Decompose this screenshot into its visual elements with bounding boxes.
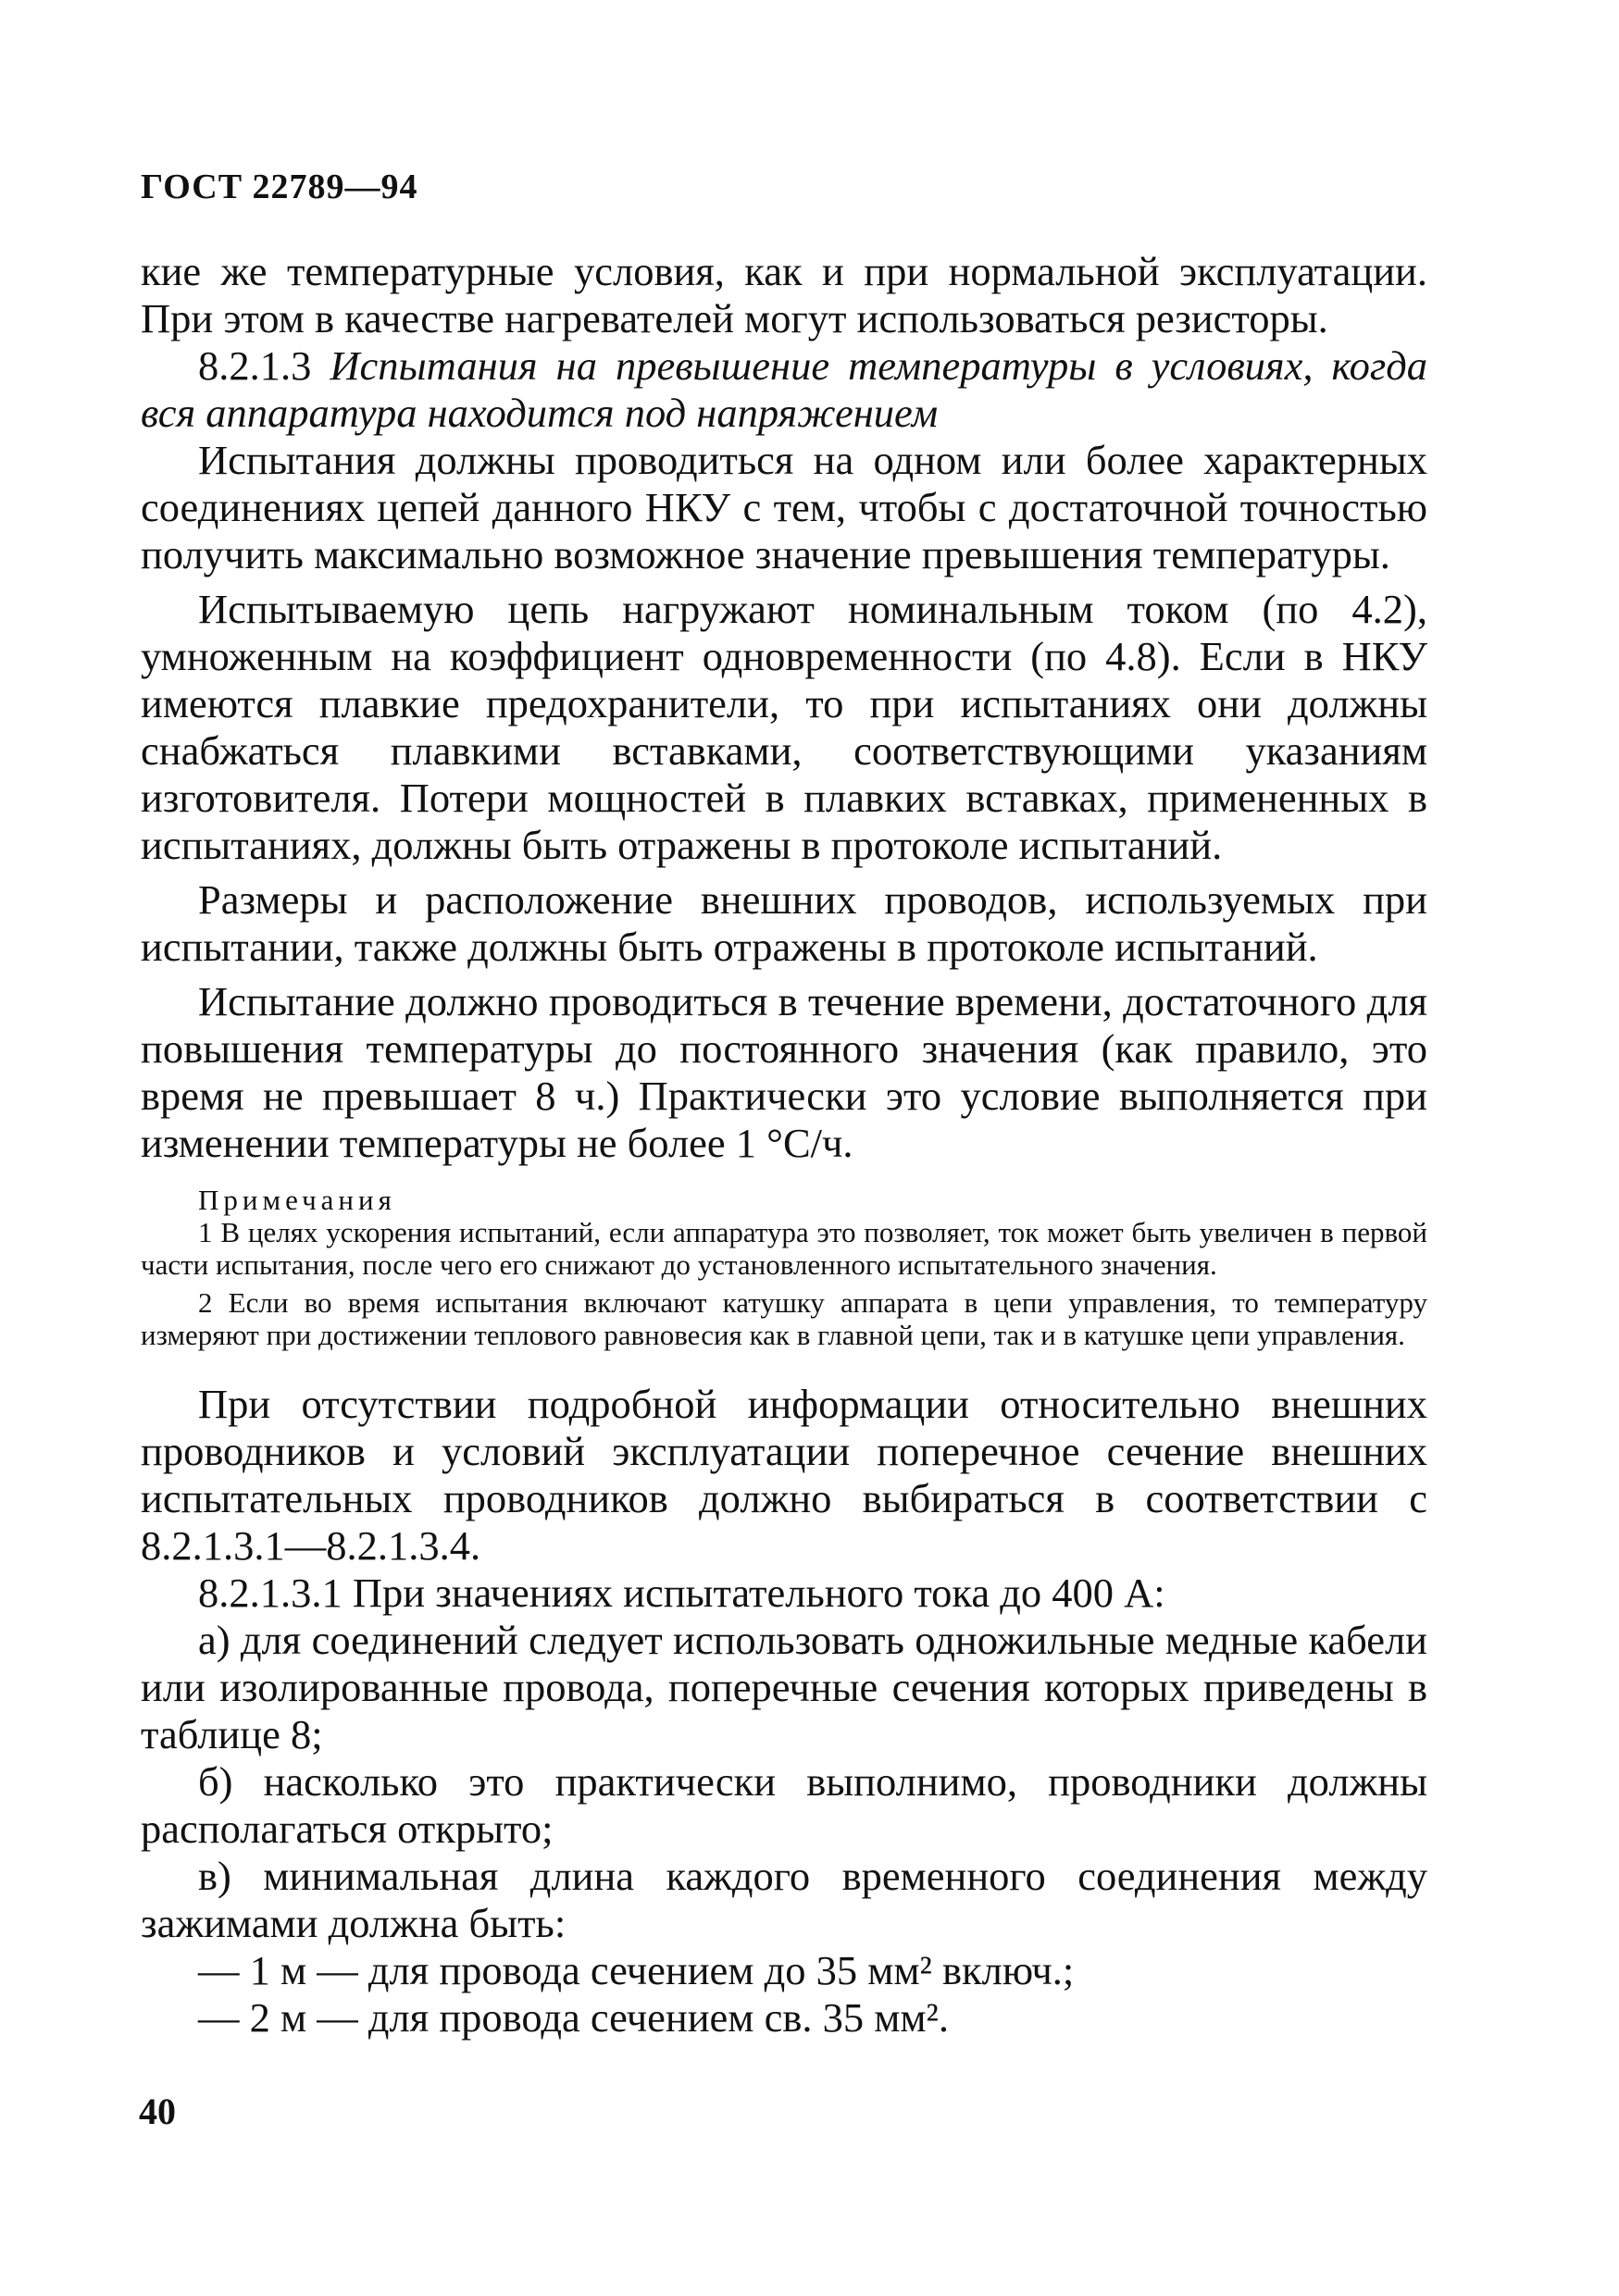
list-item-a: а) для соединений следует использовать одножильные медные кабели или изолированные провода, поперечные сечения которых приведены в таблице 8; [141, 1617, 1427, 1757]
note-item-1: 1 В целях ускорения испытаний, если аппаратура это позволяет, ток может быть увеличен в первой части испытания, после чего его снижают до установленного испытательного значения. [141, 1216, 1427, 1281]
document-body [141, 248, 1427, 2042]
notes-block [141, 1184, 1427, 1351]
note-item-2: 2 Если во время испытания включают катушку аппарата в цепи управления, то температуру измеряют при достижении теплового равновесия как в главной цепи, так и в катушке цепи управления. [141, 1286, 1427, 1351]
dash-item-1: — 1 м — для провода сечением до 35 мм² включ.; [198, 1947, 1075, 1993]
page-number: 40 [139, 2091, 176, 2132]
clause-number: 8.2.1.3 [198, 342, 312, 389]
paragraph-test-joints: Испытания должны проводиться на одном или более характерных соединениях цепей данного НКУ с тем, чтобы с достаточной точностью получить максимально возможное значение превышения температуры. [141, 437, 1427, 577]
clause-8-2-1-3-heading [141, 342, 1427, 437]
paragraph-cross-section: При отсутствии подробной информации относительно внешних проводников и условий эксплуатации поперечное сечение внешних испытательных проводников должно выбираться в соответствии с 8.2.1.3.1—8.2.1.3.4. [141, 1381, 1427, 1569]
clause-8-2-1-3-1: 8.2.1.3.1 При значениях испытательного тока до 400 А: [198, 1570, 1165, 1616]
notes-title: Примечания [198, 1184, 396, 1216]
list-item-c: в) минимальная длина каждого временного соединения между зажимами должна быть: [141, 1853, 1427, 1946]
dash-item-2: — 2 м — для провода сечением св. 35 мм². [198, 1994, 950, 2041]
clause-title: Испытания на превышение температуры в условиях, когда вся аппаратура находится под напряжением [141, 342, 1427, 436]
paragraph-continuation: кие же температурные условия, как и при нормальной эксплуатации. При этом в качестве нагревателей могут использоваться резисторы. [141, 248, 1427, 341]
paragraph-external-wires: Размеры и расположение внешних проводов, используемых при испытании, также должны быть отражены в протоколе испытаний. [141, 876, 1427, 970]
paragraph-load-current: Испытываемую цепь нагружают номинальным током (по 4.2), умноженным на коэффициент одновременности (по 4.8). Если в НКУ имеются плавкие предохранители, то при испытаниях они должны снабжаться плавкими вставками, соответствующими указаниям изготовителя. Потери мощностей в плавких вставках, примененных в испытаниях, должны быть отражены в протоколе испытаний. [141, 586, 1427, 868]
standard-header: ГОСТ 22789—94 [141, 168, 418, 206]
list-item-b: б) насколько это практически выполнимо, проводники должны располагаться открыто; [141, 1758, 1427, 1852]
paragraph-test-duration: Испытание должно проводиться в течение времени, достаточного для повышения температуры до постоянного значения (как правило, это время не превышает 8 ч.) Практически это условие выполняется при изменении температуры не более 1 °С/ч. [141, 978, 1427, 1166]
